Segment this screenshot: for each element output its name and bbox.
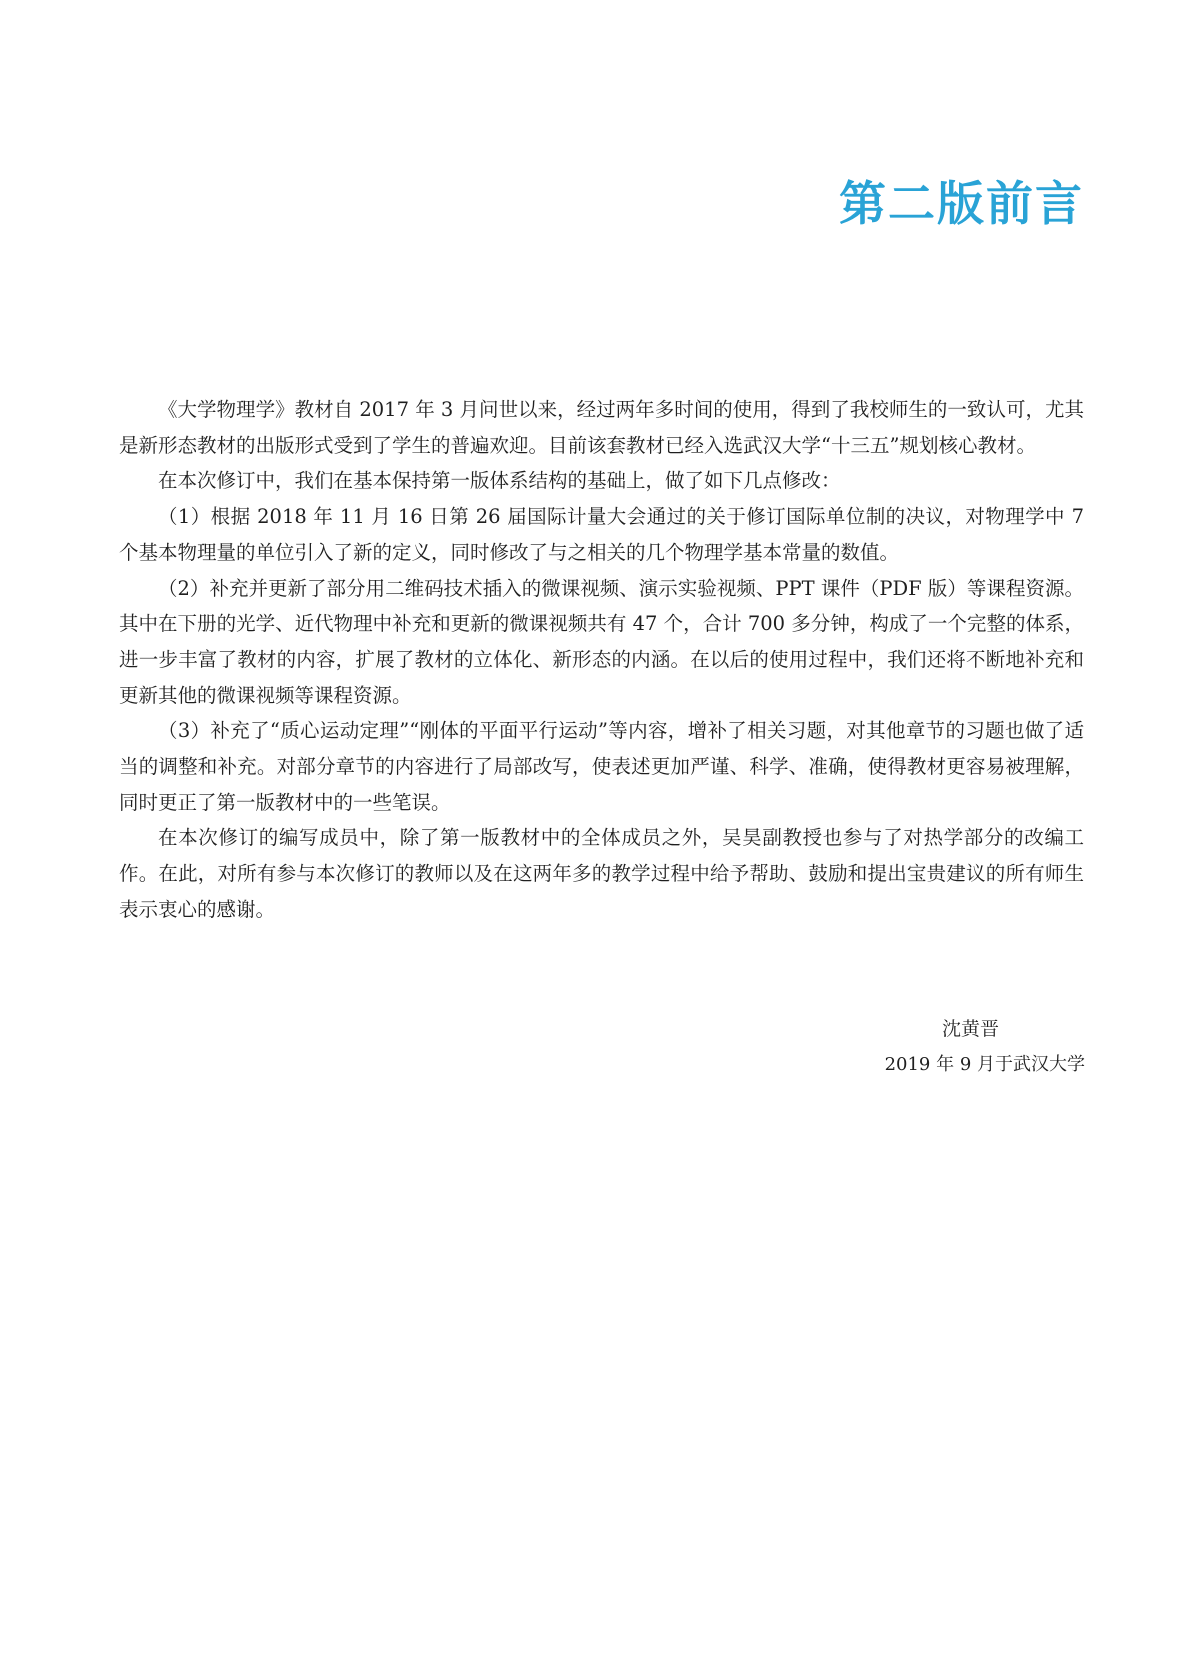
paragraph: 在本次修订中，我们在基本保持第一版体系结构的基础上，做了如下几点修改： — [158, 469, 841, 493]
paragraph: （2）补充并更新了部分用二维码技术插入的微课视频、演示实验视频、PPT 课件（PDF 版）等课程资源。其中在下册的光学、近代物理中补充和更新的微课视频共有 47 个，合计 700 多分钟，构成了一个完整的体系，进一步丰富了教材的内容，扩展了教材的立体化、新形态的内涵。在以后的使用过程中，我们还将不断地补充和更新其他的微课视频等课程资源。 — [119, 576, 1084, 707]
author-name: 沈黄晋 — [941, 1018, 999, 1040]
signature-block — [884, 1012, 1085, 1082]
paragraph: 在本次修订的编写成员中，除了第一版教材中的全体成员之外，吴昊副教授也参与了对热学部分的改编工作。在此，对所有参与本次修订的教师以及在这两年多的教学过程中给予帮助、鼓励和提出宝贵建议的所有师生表示衷心的感谢。 — [119, 826, 1084, 921]
paragraph: 《大学物理学》教材自 2017 年 3 月问世以来，经过两年多时间的使用，得到了我校师生的一致认可，尤其是新形态教材的出版形式受到了学生的普遍欢迎。目前该套教材已经入选武汉大学“十三五”规划核心教材。 — [119, 398, 1084, 457]
page-title: 第二版前言 — [839, 177, 1084, 232]
paragraph: （3）补充了“质心运动定理”“刚体的平面平行运动”等内容，增补了相关习题，对其他章节的习题也做了适当的调整和补充。对部分章节的内容进行了局部改写，使表述更加严谨、科学、准确，使得教材更容易被理解，同时更正了第一版教材中的一些笔误。 — [119, 719, 1084, 814]
paragraph: （1）根据 2018 年 11 月 16 日第 26 届国际计量大会通过的关于修订国际单位制的决议，对物理学中 7 个基本物理量的单位引入了新的定义，同时修改了与之相关的几个物理学基本常量的数值。 — [119, 505, 1084, 564]
signature-date: 2019 年 9 月于武汉大学 — [884, 1054, 1085, 1075]
preface-body — [119, 392, 1084, 928]
